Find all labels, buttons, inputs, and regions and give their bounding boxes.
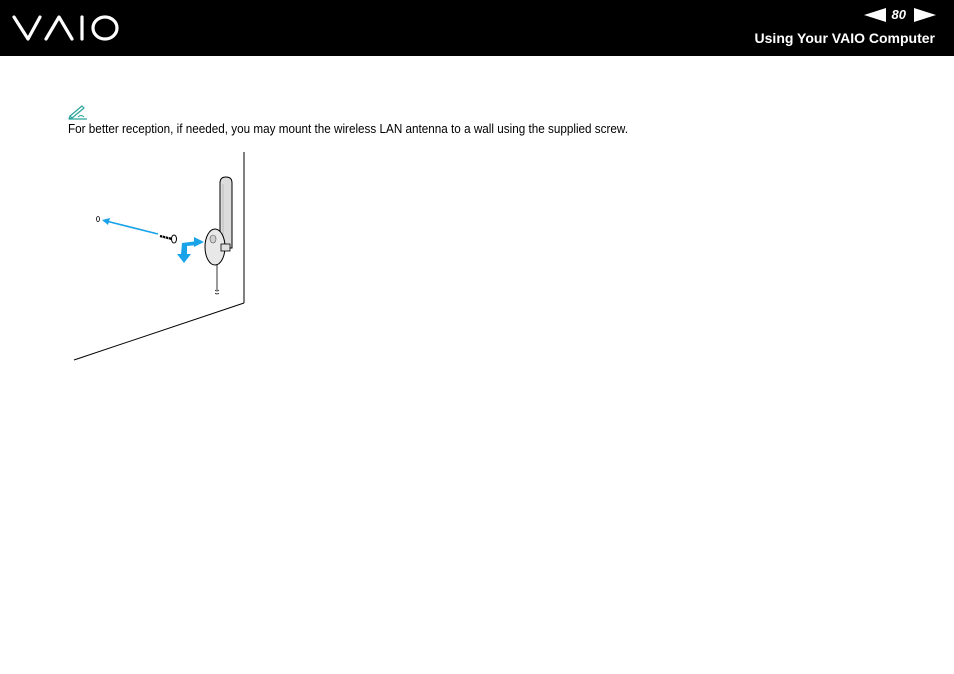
page-header <box>0 0 954 56</box>
pencil-note-icon <box>68 104 88 120</box>
hang-direction-arrow <box>177 237 204 263</box>
previous-page-icon[interactable] <box>864 8 886 22</box>
screw-hole <box>97 217 100 222</box>
next-page-icon[interactable] <box>914 8 936 22</box>
page-navigation <box>864 7 936 23</box>
screw <box>160 234 177 243</box>
vaio-logo <box>12 14 122 42</box>
screw-direction-arrow <box>106 221 158 234</box>
floor-edge-line <box>74 303 244 360</box>
antenna-wall-mount-illustration <box>70 150 255 365</box>
section-title: Using Your VAIO Computer <box>754 30 935 46</box>
page-number: 80 <box>891 7 906 22</box>
note-text: For better reception, if needed, you may mount the wireless LAN antenna to a wall using the supplied screw. <box>68 121 628 136</box>
